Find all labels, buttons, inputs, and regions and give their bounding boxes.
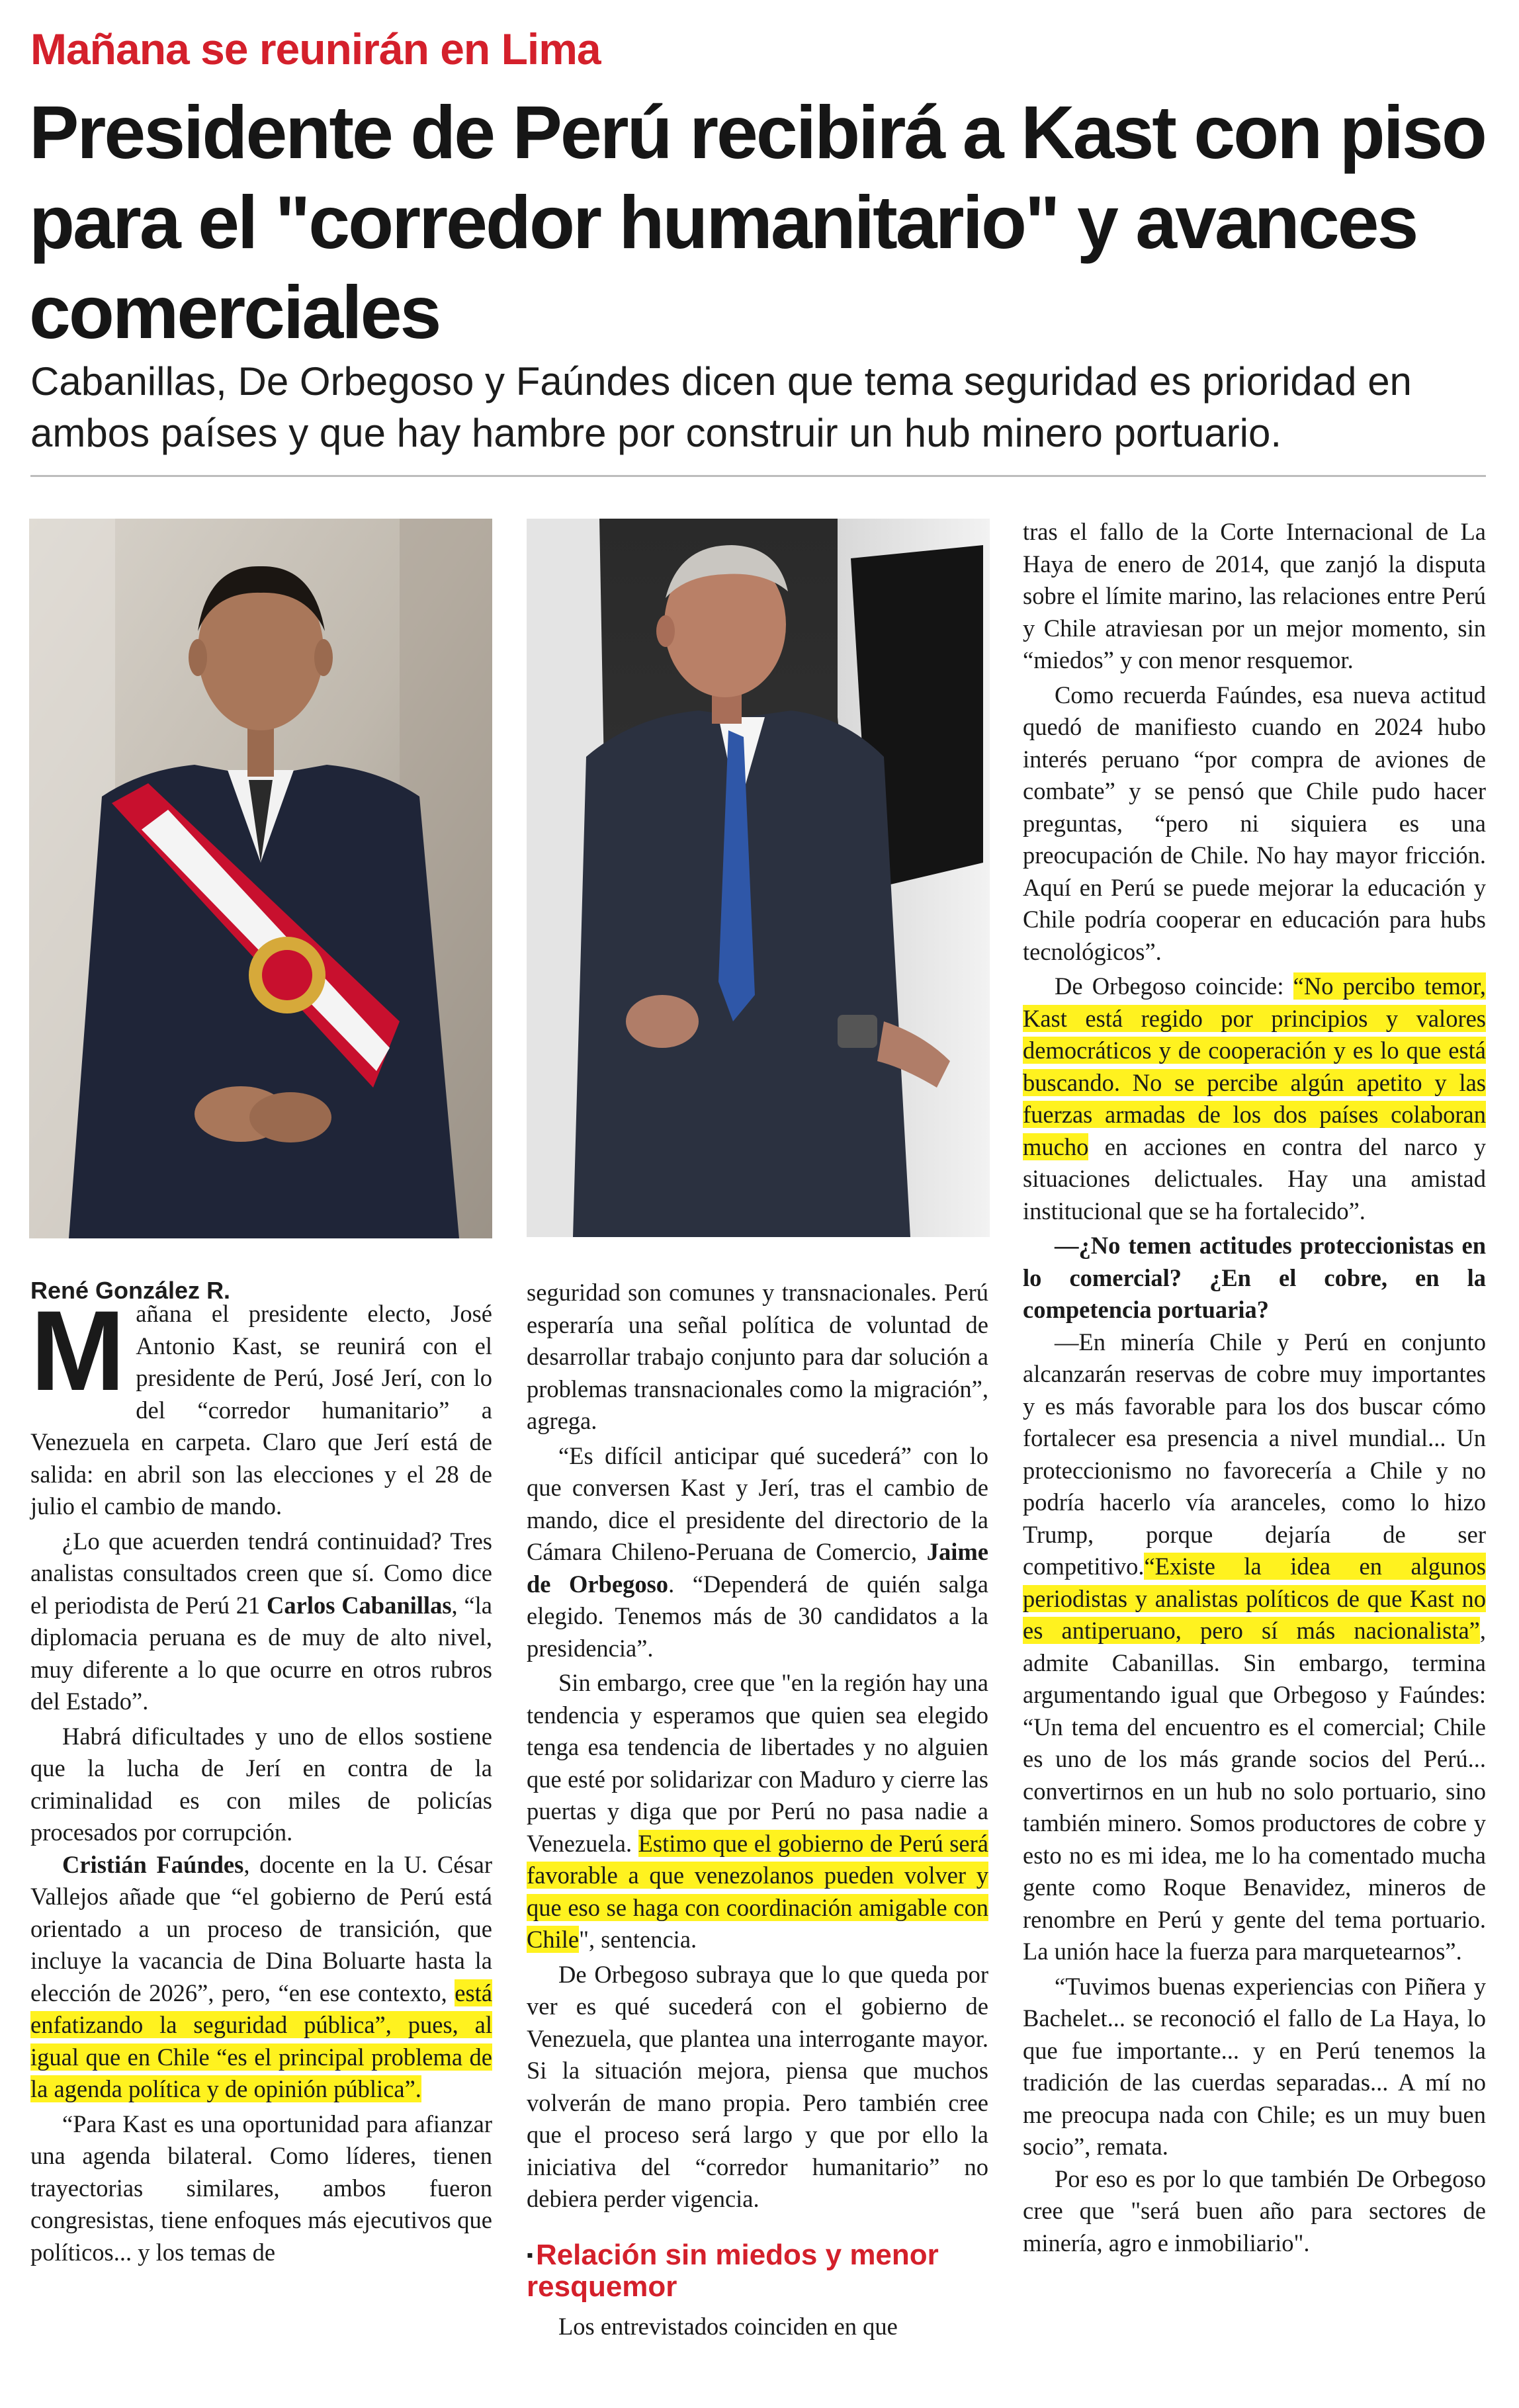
- paragraph: [1023, 1326, 1486, 1968]
- paragraph: tras el fallo de la Corte Internacional de La Haya de enero de 2014, que zanjó la disputa sobre el límite marino, las relaciones entre Perú y Chile atraviesan por un mejor momento, sin “miedos” y con menor resquemor.: [1023, 518, 1486, 673]
- highlighted-quote: está enfatizando la seguridad pública”, pues, al igual que en Chile “es el principal problema de la agenda política y de opinión pública”.: [30, 1979, 492, 2102]
- paragraph: [30, 1526, 492, 1718]
- portrait-photo-icon: [29, 519, 492, 1238]
- interview-question: [1023, 1230, 1486, 1326]
- paragraph-text: —En minería Chile y Perú en conjunto alcanzarán reservas de cobre muy importantes y es más favorable para los dos buscar cómo fortalecer esa presencia a nivel mundial... Un proteccionismo no favorecería a Chile y no podría hacerlo vía aranceles, como lo hizo Trump, porque dejaría de ser competitivo.: [1023, 1328, 1486, 1580]
- headline: Presidente de Perú recibirá a Kast con piso para el "corredor humanitario" y avances comerciales: [29, 91, 1485, 354]
- portrait-photo-icon: [527, 519, 990, 1237]
- article-column-2: [527, 1277, 988, 2343]
- paragraph-text: ¿Lo que acuerden tendrá continuidad? Tres analistas consultados creen que sí. Como dice el periodista de Perú 21: [30, 1527, 492, 1619]
- source-name: Carlos Cabanillas: [267, 1591, 452, 1619]
- photo-kast: [527, 519, 990, 1237]
- paragraph: “Para Kast es una oportunidad para afianzar una agenda bilateral. Como líderes, tienen trayectorias similares, ambos fueron congresistas, tiene enfoques más ejecutivos que políticos... y los temas de: [30, 2110, 492, 2266]
- article-column-3: [1023, 516, 1486, 2259]
- square-bullet-icon: ▪: [527, 2244, 533, 2265]
- paragraph-text: , docente en la U. César Vallejos añade que “el gobierno de Perú está orientado a un proceso de transición, que incluye la vacancia de Dina Boluarte hasta la elección de 2026”, pero, “en ese contexto,: [30, 1850, 493, 2006]
- source-name: Cristián Faúndes: [62, 1850, 244, 1878]
- subhead-text: Relación sin miedos y menor resquemor: [527, 2238, 939, 2303]
- paragraph-text: en acciones en contra del narco y situaciones delictuales. Hay una amistad institucional que se ha fortalecido”.: [1023, 1133, 1486, 1225]
- highlighted-quote: Estimo que el gobierno de Perú será favorable a que venezolanos pueden volver y que eso se haga con coordinación amigable con Chile: [527, 1829, 988, 1953]
- paragraph: “Tuvimos buenas experiencias con Piñera y Bachelet... se reconoció el fallo de La Haya, lo que fue importante... y en Perú tenemos la tradición de las cuerdas separadas... A mí no me preocupa nada con Chile; es un muy buen socio”, remata.: [1023, 1972, 1486, 2160]
- paragraph-text: . “Dependerá de quién salga elegido. Tenemos más de 30 candidatos a la presidencia”.: [527, 1570, 989, 1662]
- paragraph-text: , “la diplomacia peruana es de muy de alto nivel, muy diferente a lo que ocurre en otros rubros del Estado”.: [30, 1591, 492, 1715]
- paragraph: [1023, 970, 1486, 1227]
- paragraph-text: Sin embargo, cree que "en la región hay una tendencia y esperamos que quien sea elegido tenga esa tendencia de libertades y no alguien que esté por solidarizar con Maduro y cierre las puertas y diga que por Perú no pasa nadie a Venezuela.: [527, 1669, 988, 1857]
- byline: René González R.: [30, 1277, 231, 1304]
- paragraph-text: , admite Cabanillas. Sin embargo, termina argumentando igual que Orbegoso y Faúndes: “Un tema del encuentro es el comercial; Chile es uno de los más grande socios del Perú... convertirnos en un hub no solo portuario, sino también minero. Somos productores de cobre y esto no es mi idea, me lo ha comentado mucha gente como Roque Benavidez, mineros de renombre en Perú y gente del tema portuario. La unión hace la fuerza para marquetearnos”.: [1023, 1617, 1486, 1965]
- paragraph-text: “Es difícil anticipar qué sucederá” con lo que conversen Kast y Jerí, tras el cambio de mando, dice el presidente del directorio de la Cámara Chileno-Peruana de Comercio,: [527, 1441, 988, 1565]
- paragraph: Por eso es por lo que también De Orbegoso cree que "será buen año para sectores de minería, agro e inmobiliario".: [1023, 2165, 1486, 2257]
- section-kicker: Mañana se reunirán en Lima: [30, 24, 601, 73]
- drop-cap: M: [30, 1287, 126, 1414]
- deck-subtitle: Cabanillas, De Orbegoso y Faúndes dicen que tema seguridad es prioridad en ambos países y que hay hambre por construir un hub minero portuario.: [30, 359, 1412, 455]
- section-subhead: [527, 2239, 988, 2303]
- paragraph: Como recuerda Faúndes, esa nueva actitud quedó de manifiesto cuando en 2024 hubo interés peruano “por compra de aviones de combate” y se pensó que Chile pudo hacer preguntas, “pero ni siquiera es una preocupación de Chile. No hay mayor fricción. Aquí en Perú se puede mejorar la educación y Chile podría cooperar en educación para hubs tecnológicos”.: [1023, 681, 1486, 965]
- photo-peru-president: [29, 519, 492, 1238]
- paragraph: De Orbegoso subraya que lo que queda por ver es qué sucederá con el gobierno de Venezuela, que plantea una interrogante mayor. Si la situación mejora, piensa que muchos volverán de mano propia. Pero también cree que el proceso será largo y que por ello la iniciativa del “corredor humanitario” no debiera perder vigencia.: [527, 1960, 988, 2212]
- paragraph: [527, 1440, 988, 1665]
- question-text: —¿No temen actitudes proteccionistas en lo comercial? ¿En el cobre, en la competencia portuaria?: [1023, 1232, 1486, 1323]
- paragraph: [30, 1849, 492, 2106]
- paragraph-text: ", sentencia.: [579, 1926, 697, 1953]
- paragraph: Los entrevistados coinciden en que: [558, 2312, 898, 2340]
- divider-rule: [30, 475, 1486, 477]
- paragraph-text: añana el presidente electo, José Antonio Kast, se reunirá con el presidente de Perú, José Jerí, con lo del “corredor humanitario” a Venezuela en carpeta. Claro que Jerí está de salida: en abril son las elecciones y el 28 de julio el cambio de mando.: [30, 1300, 492, 1520]
- paragraph: [527, 1667, 988, 1956]
- highlighted-quote: “Existe la idea en algunos periodistas y analistas políticos de que Kast no es antiperuano, pero sí más nacionalista”: [1023, 1553, 1486, 1644]
- paragraph: seguridad son comunes y transnacionales. Perú esperaría una señal política de voluntad de desarrollar trabajo conjunto para dar solución a problemas transnacionales como la migración”, agrega.: [527, 1279, 988, 1434]
- paragraph: Habrá dificultades y uno de ellos sostiene que la lucha de Jerí en contra de la criminalidad es con miles de policías procesados por corrupción.: [30, 1722, 492, 1846]
- source-name: Jaime de Orbegoso: [527, 1538, 988, 1598]
- highlighted-quote: “No percibo temor, Kast está regido por principios y valores democráticos y de cooperación y es lo que está buscando. No se percibe algún apetito y las fuerzas armadas de los dos países colaboran mucho: [1023, 972, 1486, 1160]
- paragraph-text: De Orbegoso coincide:: [1055, 972, 1293, 1000]
